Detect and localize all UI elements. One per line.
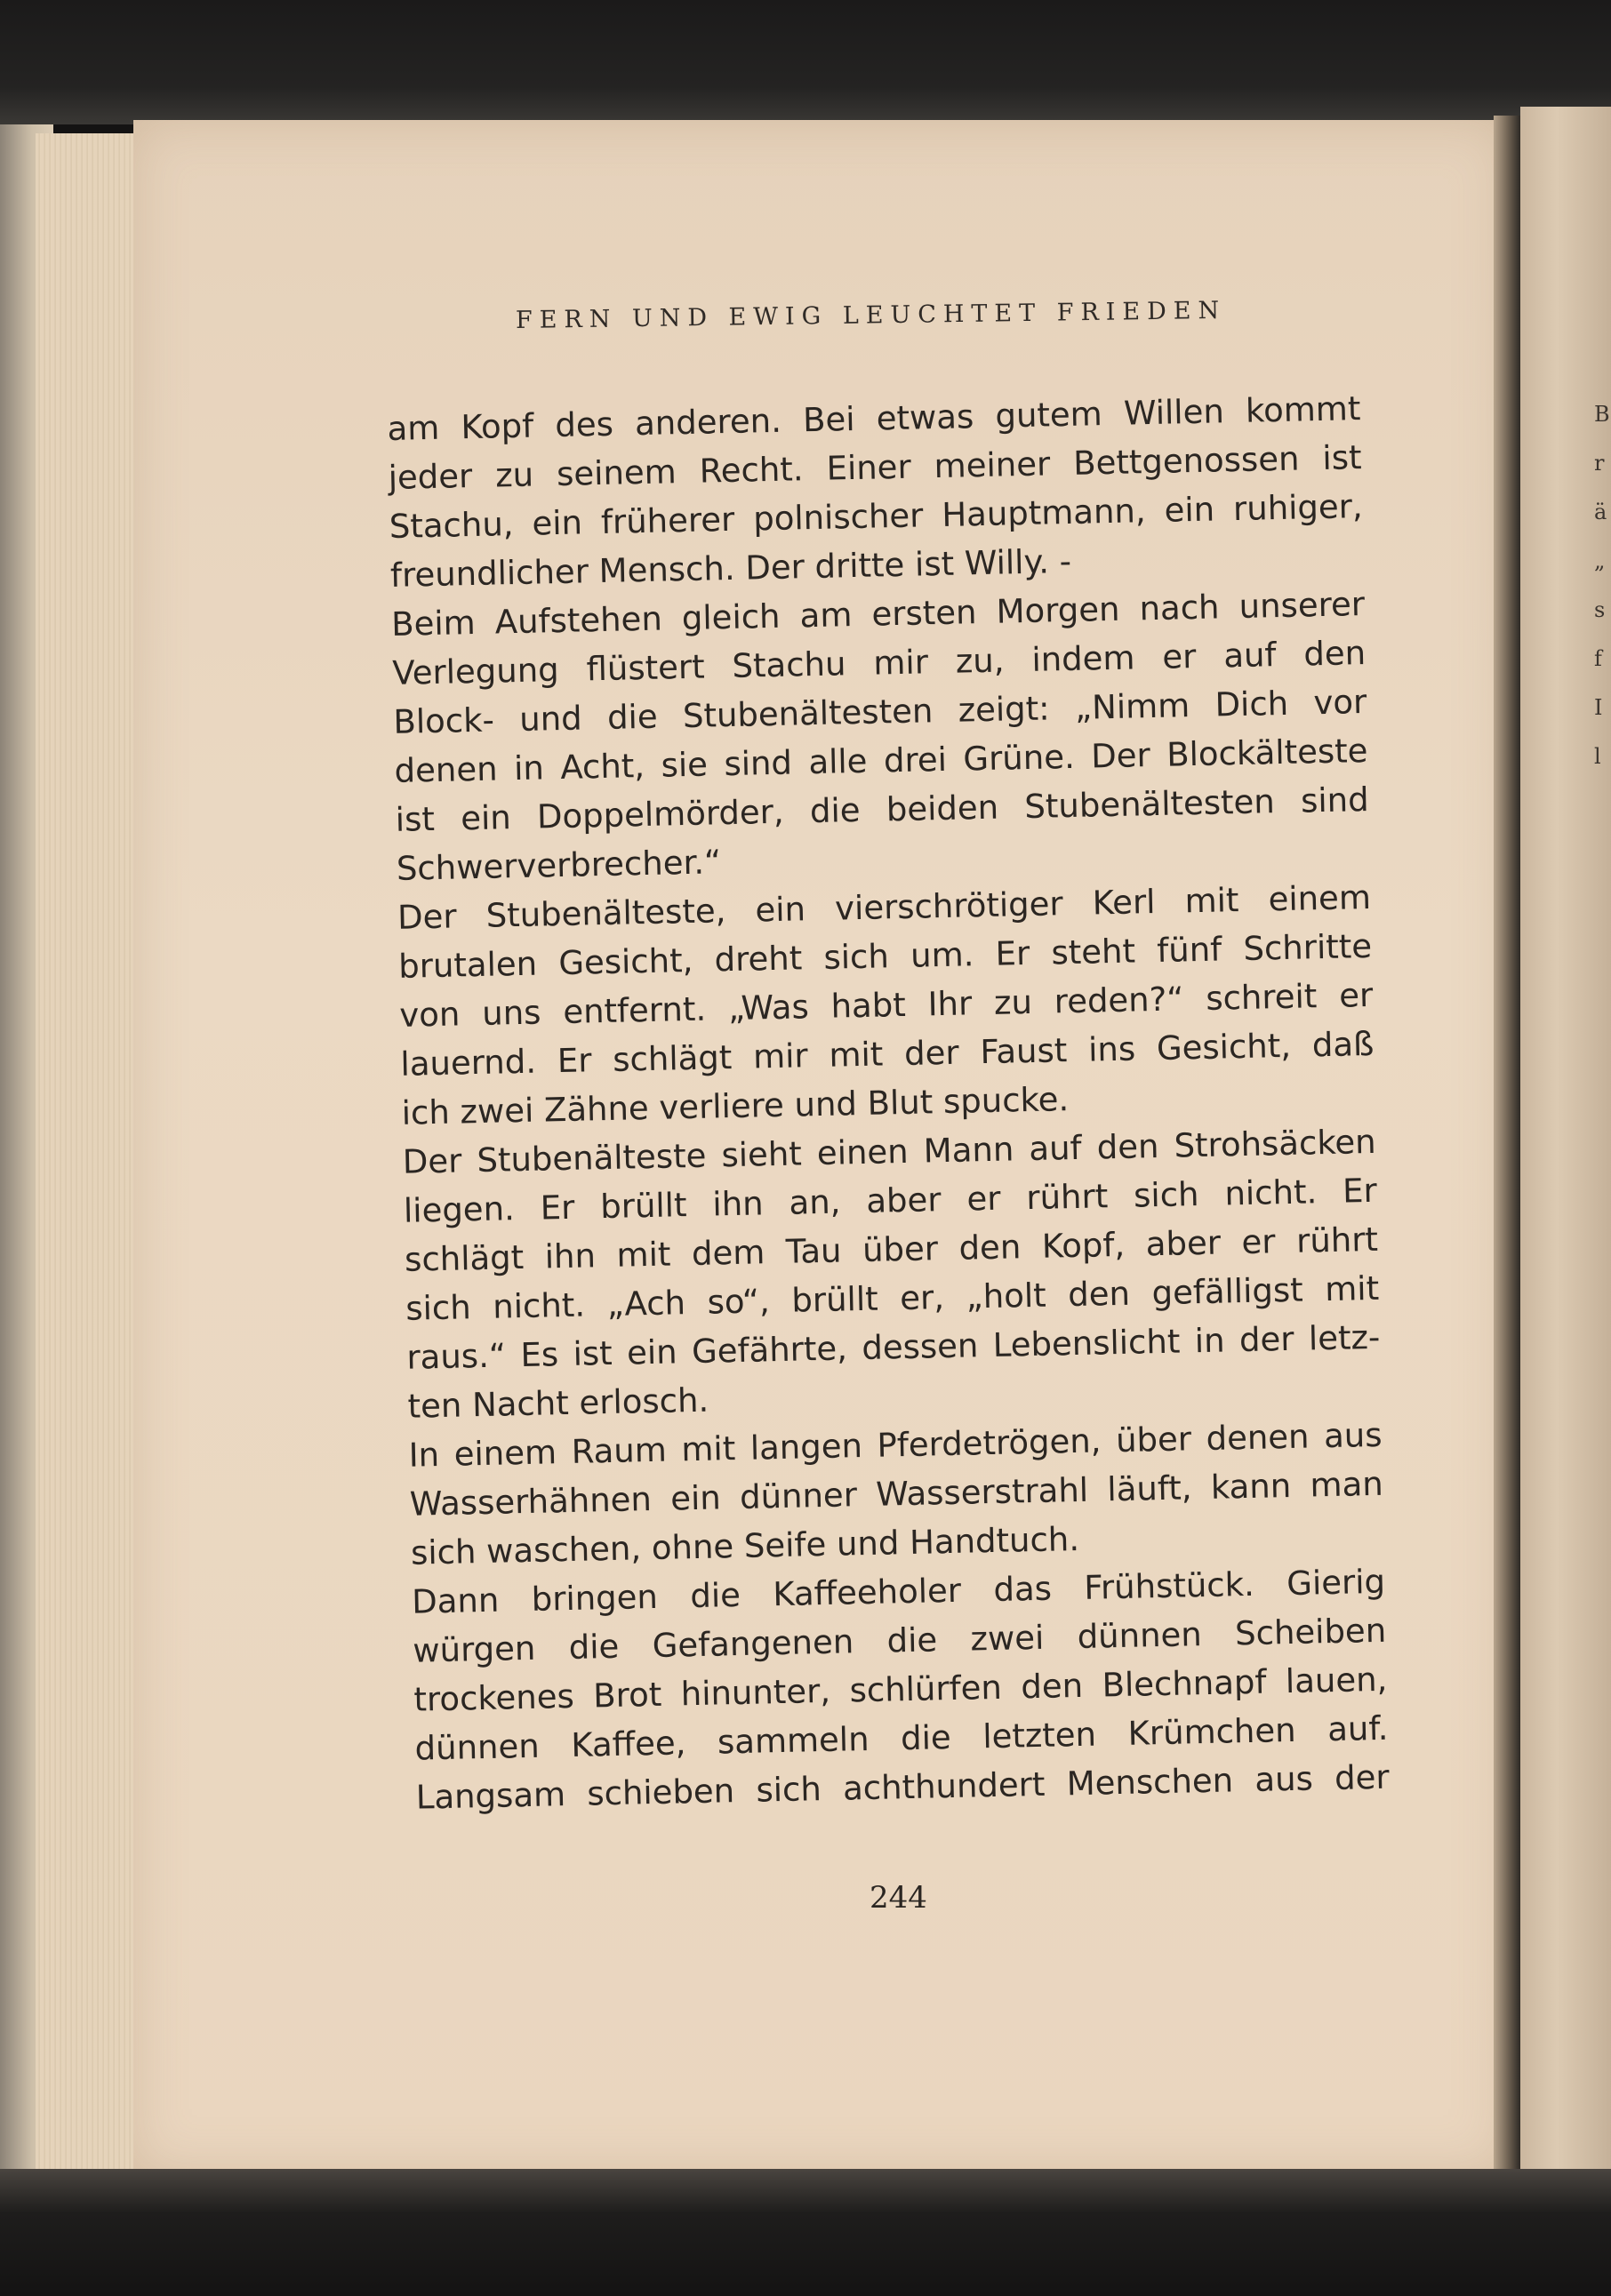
facing-letter: B	[1594, 402, 1610, 427]
text-line: Langsam schieben sich achthundert Menschen aus der	[415, 1757, 1391, 1817]
facing-letter: I	[1594, 695, 1603, 720]
text-line: Verlegung flüstert Stachu mir zu, indem er auf den	[391, 634, 1367, 692]
text-line: dünnen Kaffee, sammeln die letzten Krümchen auf.	[414, 1708, 1389, 1768]
text-line: sich waschen, ohne Seife und Handtuch.	[410, 1519, 1080, 1572]
text-line: trockenes Brot hinunter, schlürfen den Blechnapf lauen,	[413, 1660, 1388, 1719]
text-line: ich zwei Zähne verliere und Blut spucke.	[401, 1080, 1070, 1132]
text-line: freundlicher Mensch. Der dritte ist Willy. -	[389, 541, 1072, 595]
text-line: brutalen Gesicht, dreht sich um. Er steht fünf Schritte	[397, 926, 1373, 986]
text-line: raus.“ Es ist ein Gefährte, dessen Lebenslicht in der letz-	[406, 1317, 1381, 1377]
facing-letter: ä	[1594, 500, 1607, 524]
facing-letter: l	[1594, 744, 1601, 769]
text-line: Der Stubenälteste, ein vierschrötiger Kerl mit einem	[397, 877, 1372, 937]
text-line: Block- und die Stubenältesten zeigt: „Nimm Dich vor	[393, 682, 1367, 741]
text-line: lauernd. Er schlägt mir mit der Faust ins Gesicht, daß	[400, 1024, 1375, 1084]
page-number: 244	[870, 1880, 927, 1916]
dark-background-top	[0, 0, 1611, 124]
text-line: ten Nacht erlosch.	[407, 1380, 709, 1426]
book-gutter	[1494, 116, 1520, 2187]
text-line: schlägt ihn mit dem Tau über den Kopf, aber er rührt	[404, 1220, 1379, 1279]
text-line: am Kopf des anderen. Bei etwas gutem Willen kommt	[387, 389, 1361, 448]
text-line: würgen die Gefangenen die zwei dünnen Scheiben	[412, 1611, 1387, 1670]
text-line: ist ein Doppelmörder, die beiden Stubenältesten sind	[395, 780, 1370, 839]
dark-background-bottom	[0, 2169, 1611, 2296]
text-line: Wasserhähnen ein dünner Wasserstrahl läuft, kann man	[409, 1464, 1384, 1524]
text-line: Stachu, ein früherer polnischer Hauptmann, ein ruhiger,	[389, 487, 1364, 546]
text-line: Beim Aufstehen gleich am ersten Morgen nach unserer	[390, 585, 1366, 644]
text-line: Schwerverbrecher.“	[396, 843, 722, 888]
text-line: liegen. Er brüllt ihn an, aber er rührt sich nicht. Er	[403, 1171, 1378, 1230]
facing-page-text	[1594, 402, 1611, 793]
facing-letter: „	[1594, 548, 1606, 573]
text-line: sich nicht. „Ach so“, brüllt er, „holt den gefälligst mit	[405, 1268, 1380, 1328]
text-line: von uns entfernt. „Was habt Ihr zu reden?“ schreit er	[398, 975, 1374, 1035]
text-line: In einem Raum mit langen Pferdetrögen, über denen aus	[408, 1415, 1383, 1475]
text-line: Dann bringen die Kaffeeholer das Frühstück. Gierig	[411, 1562, 1386, 1621]
text-line: jeder zu seinem Recht. Einer meiner Bettgenossen ist	[388, 438, 1362, 497]
facing-letter: s	[1594, 597, 1606, 622]
text-line: Der Stubenälteste sieht einen Mann auf den Strohsäcken	[402, 1122, 1377, 1181]
body-text	[387, 384, 1390, 1822]
facing-letter: f	[1594, 646, 1602, 671]
facing-letter: r	[1594, 451, 1605, 476]
text-line: denen in Acht, sie sind alle drei Grüne. Der Blockälteste	[394, 731, 1368, 790]
running-head: FERN UND EWIG LEUCHTET FRIEDEN	[515, 296, 1227, 334]
